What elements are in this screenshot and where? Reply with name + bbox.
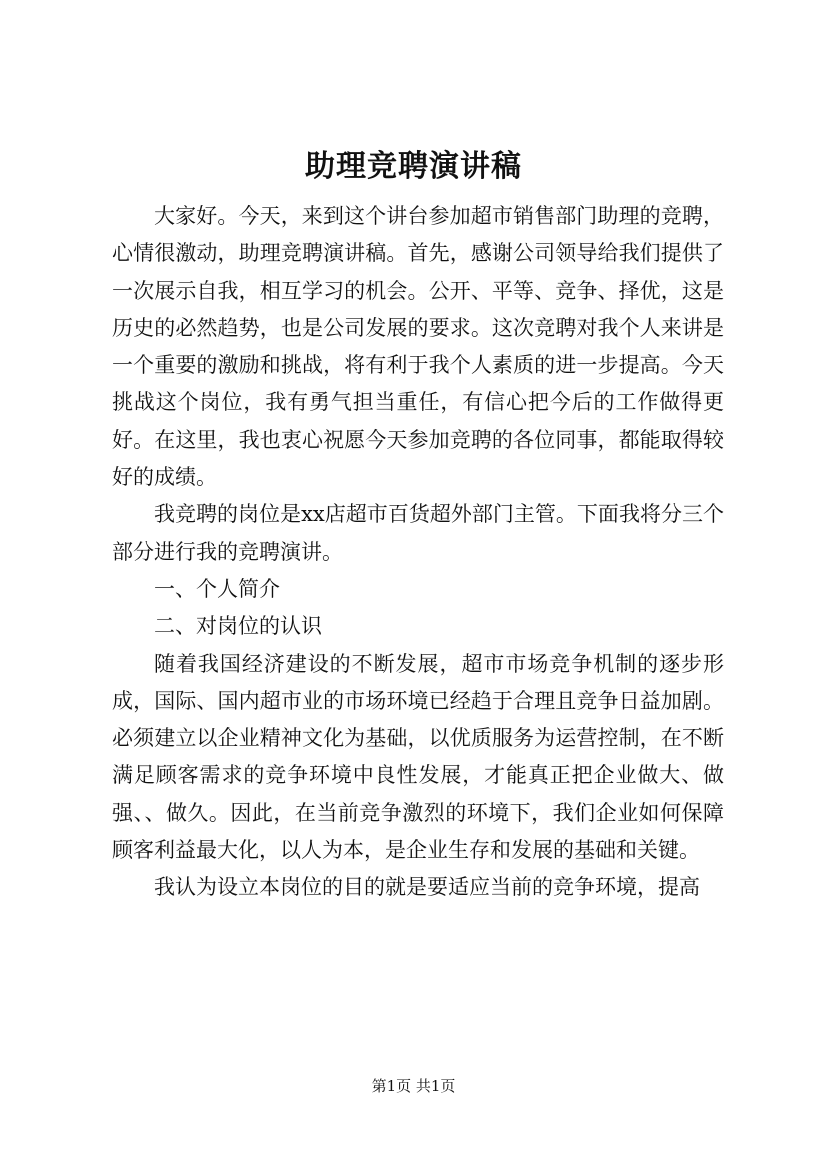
paragraph-purpose: 我认为设立本岗位的目的就是要适应当前的竞争环境，提高 <box>154 875 700 900</box>
section-heading-position-understanding: 二、对岗位的认识 <box>154 614 322 639</box>
page-footer: 第1页 共1页 <box>371 1077 456 1095</box>
document-body <box>112 198 724 907</box>
document-title: 助理竞聘演讲稿 <box>305 149 522 184</box>
paragraph-market: 随着我国经济建设的不断发展，超市市场竞争机制的逐步形成，国际、国内超市业的市场环境已经趋于合理且竞争日益加剧。必须建立以企业精神文化为基础，以优质服务为运营控制，在不断满足顾客需求的竞争环境中良性发展，才能真正把企业做大、做强、、做久。因此，在当前竞争激烈的环境下，我们企业如何保障顾客利益最大化，以人为本，是企业生存和发展的基础和关键。 <box>112 651 724 863</box>
paragraph-position: 我竞聘的岗位是xx店超市百货超外部门主管。下面我将分三个部分进行我的竞聘演讲。 <box>112 502 724 564</box>
section-heading-personal-intro: 一、个人简介 <box>154 576 280 601</box>
paragraph-intro: 大家好。今天，来到这个讲台参加超市销售部门助理的竞聘，心情很激动，助理竞聘演讲稿。首先，感谢公司领导给我们提供了一次展示自我，相互学习的机会。公开、平等、竞争、择优，这是历史的必然趋势，也是公司发展的要求。这次竞聘对我个人来讲是一个重要的激励和挑战，将有利于我个人素质的进一步提高。今天挑战这个岗位，我有勇气担当重任，有信心把今后的工作做得更好。在这里，我也衷心祝愿今天参加竞聘的各位同事，都能取得较好的成绩。 <box>112 204 724 490</box>
